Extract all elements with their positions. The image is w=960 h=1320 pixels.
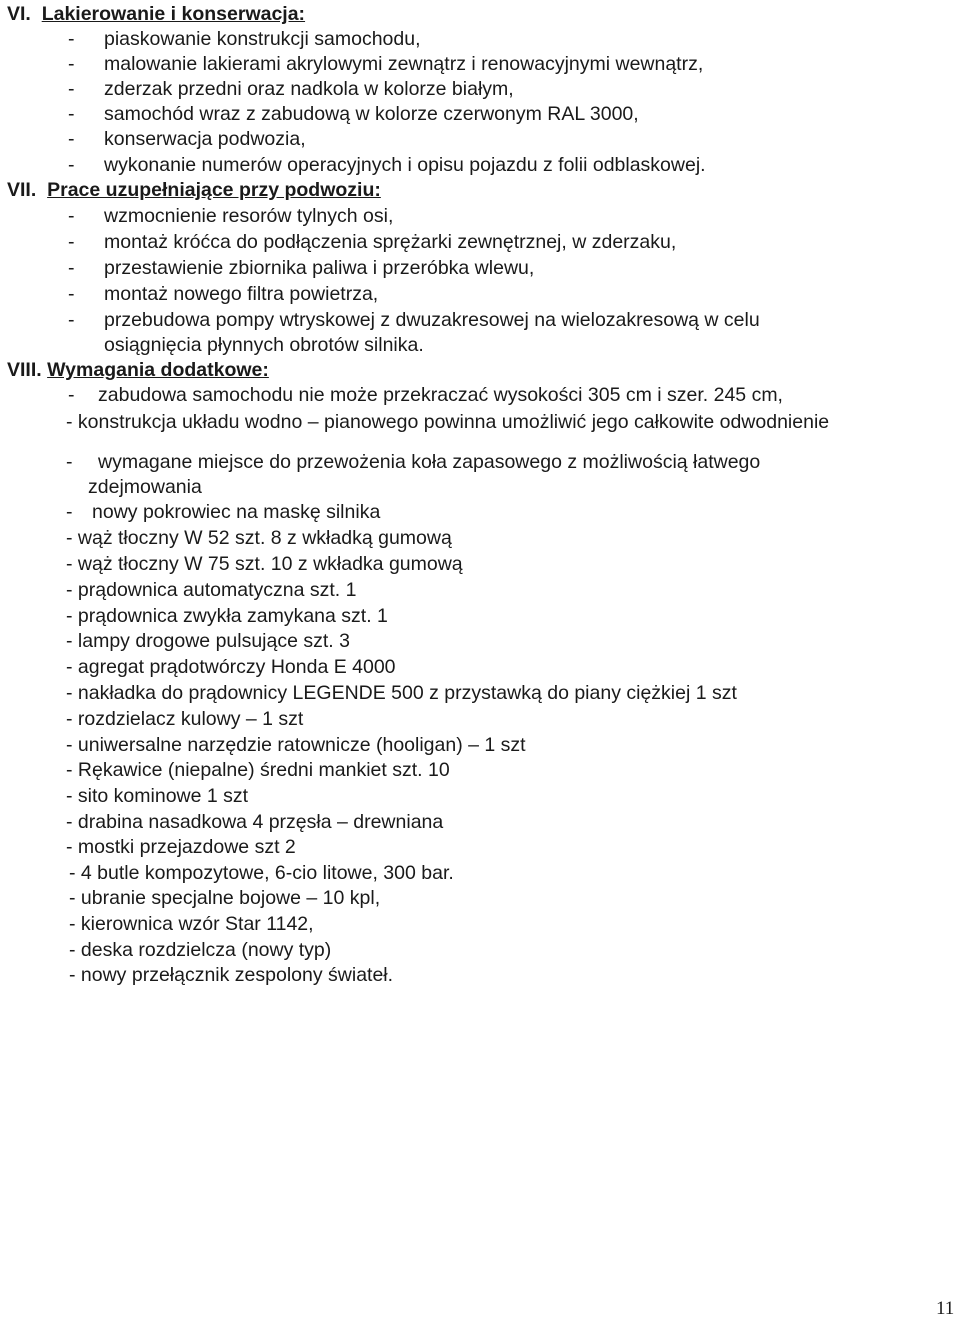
- list-item: - wąż tłoczny W 52 szt. 8 z wkładką gumową: [66, 527, 452, 549]
- list-item: -: [66, 451, 73, 473]
- list-item: - ubranie specjalne bojowe – 10 kpl,: [69, 887, 381, 909]
- list-item: - wąż tłoczny W 75 szt. 10 z wkładka gumową: [66, 553, 463, 575]
- list-item: - 4 butle kompozytowe, 6-cio litowe, 300 bar.: [69, 862, 454, 884]
- list-item: - prądownica automatyczna szt. 1: [66, 579, 357, 601]
- section-heading-vi: VI. Lakierowanie i konserwacja:: [7, 3, 306, 25]
- list-item: - Rękawice (niepalne) średni mankiet szt. 10: [66, 759, 450, 781]
- list-item: - sito kominowe 1 szt: [66, 785, 249, 807]
- list-item-text: zabudowa samochodu nie może przekraczać wysokości 305 cm i szer. 245 cm,: [98, 384, 783, 406]
- list-item: - uniwersalne narzędzie ratownicze (hooligan) – 1 szt: [66, 734, 526, 756]
- list-item-text: zderzak przedni oraz nadkola w kolorze białym,: [104, 78, 514, 100]
- list-item: -: [68, 384, 75, 406]
- list-item: - deska rozdzielcza (nowy typ): [69, 939, 332, 961]
- list-item-text: montaż króćca do podłączenia sprężarki zewnętrznej, w zderzaku,: [104, 231, 677, 253]
- list-item: - mostki przejazdowe szt 2: [66, 836, 296, 858]
- list-item: -: [68, 78, 75, 100]
- section-title: Prace uzupełniające przy podwoziu:: [47, 179, 381, 201]
- list-item-text: wykonanie numerów operacyjnych i opisu pojazdu z folii odblaskowej.: [104, 154, 706, 176]
- list-item-text: wymagane miejsce do przewożenia koła zapasowego z możliwością łatwego: [98, 451, 761, 473]
- list-item: - kierownica wzór Star 1142,: [69, 913, 314, 935]
- list-item-text: przestawienie zbiornika paliwa i przeróbka wlewu,: [104, 257, 535, 279]
- list-item: -: [68, 103, 75, 125]
- list-item: -: [68, 283, 75, 305]
- list-item: - nowy przełącznik zespolony świateł.: [69, 964, 394, 986]
- list-item: - rozdzielacz kulowy – 1 szt: [66, 708, 304, 730]
- list-item-text: malowanie lakierami akrylowymi zewnątrz i renowacyjnymi wewnątrz,: [104, 53, 704, 75]
- section-title: Lakierowanie i konserwacja:: [41, 3, 306, 25]
- list-item: - nakładka do prądownicy LEGENDE 500 z przystawką do piany ciężkiej 1 szt: [66, 682, 737, 704]
- section-heading-viii: VIII. Wymagania dodatkowe:: [7, 359, 269, 381]
- list-item: - drabina nasadkowa 4 przęsła – drewniana: [66, 811, 444, 833]
- list-item-text: przebudowa pompy wtryskowej z dwuzakresowej na wielozakresową w celu: [104, 309, 760, 331]
- list-item-text: samochód wraz z zabudową w kolorze czerwonym RAL 3000,: [104, 103, 639, 125]
- list-item: -: [68, 28, 75, 50]
- list-item: - agregat prądotwórczy Honda E 4000: [66, 656, 396, 678]
- list-item-text: - konstrukcja układu wodno – pianowego powinna umożliwić jego całkowite odwodnienie: [66, 411, 830, 433]
- list-item-text: konserwacja podwozia,: [104, 128, 306, 150]
- list-item: -: [68, 231, 75, 253]
- list-item-text: wzmocnienie resorów tylnych osi,: [104, 205, 394, 227]
- list-item: -: [68, 53, 75, 75]
- list-item: - prądownica zwykła zamykana szt. 1: [66, 605, 388, 627]
- list-item: -: [68, 154, 75, 176]
- section-title: Wymagania dodatkowe:: [47, 359, 269, 381]
- list-item: -: [68, 257, 75, 279]
- list-item-text: nowy pokrowiec na maskę silnika: [92, 501, 381, 523]
- section-heading-vii: VII. Prace uzupełniające przy podwoziu:: [7, 179, 381, 201]
- list-item: -: [68, 309, 75, 331]
- list-item: -: [68, 128, 75, 150]
- list-item: -: [66, 501, 73, 523]
- page-number: 11: [936, 1298, 955, 1319]
- list-item-text: piaskowanie konstrukcji samochodu,: [104, 28, 421, 50]
- list-item-continuation: osiągnięcia płynnych obrotów silnika.: [104, 334, 424, 356]
- list-item: -: [68, 205, 75, 227]
- list-item-text: montaż nowego filtra powietrza,: [104, 283, 379, 305]
- list-item-continuation: zdejmowania: [88, 476, 202, 498]
- list-item: - lampy drogowe pulsujące szt. 3: [66, 630, 350, 652]
